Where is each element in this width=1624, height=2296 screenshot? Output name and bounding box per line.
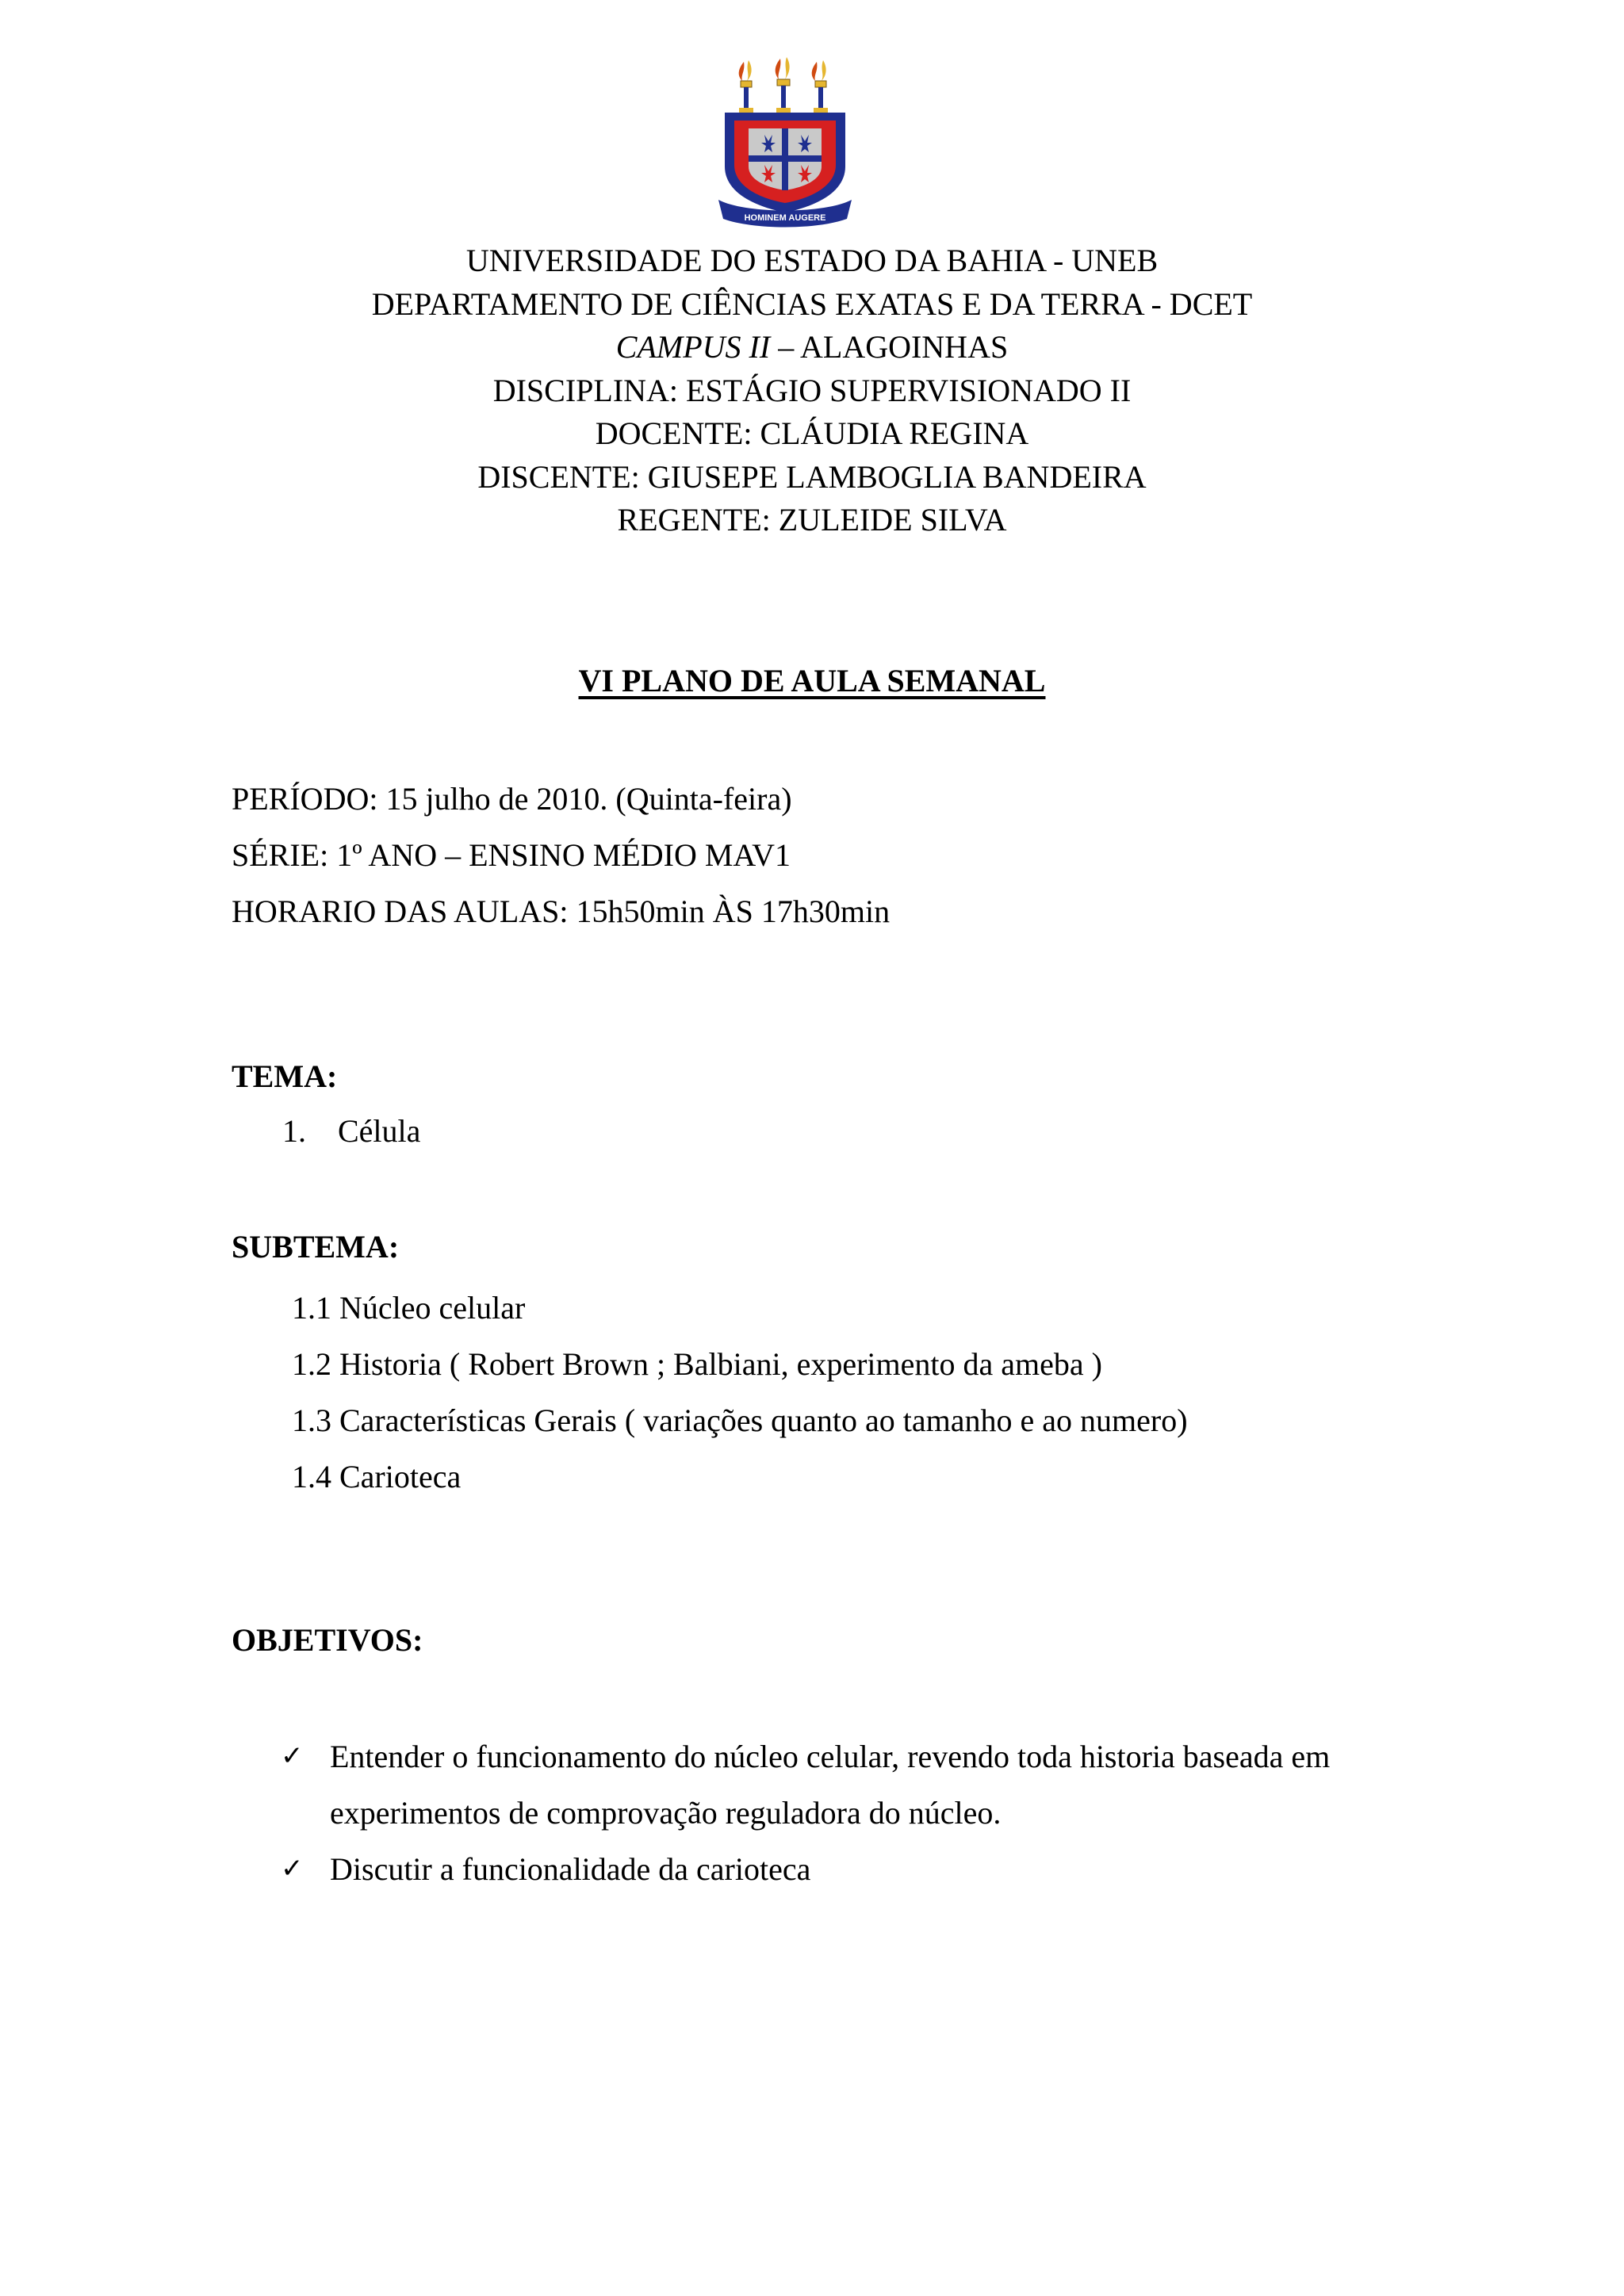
campus-label: CAMPUS II — [615, 329, 771, 365]
list-item: 1.3 Características Gerais ( variações quanto ao tamanho e ao numero) — [292, 1402, 1188, 1438]
student-line: DISCENTE: GIUSEPE LAMBOGLIA BANDEIRA — [477, 458, 1147, 495]
list-item — [281, 1841, 1407, 1897]
checkmark-icon: ✓ — [281, 1853, 304, 1885]
torch-icon-right — [812, 60, 828, 113]
list-item: 1.4 Carioteca — [292, 1459, 462, 1494]
subtema-heading: SUBTEMA: — [232, 1229, 400, 1265]
list-item — [281, 1728, 1407, 1841]
period-line: PERÍODO: 15 julho de 2010. (Quinta-feira) — [232, 781, 792, 817]
campus-line — [0, 326, 1624, 369]
class-info — [232, 771, 890, 939]
checkmark-icon: ✓ — [281, 1740, 304, 1772]
list-text: Célula — [338, 1113, 421, 1149]
university-name: UNIVERSIDADE DO ESTADO DA BAHIA - UNEB — [465, 243, 1159, 278]
plan-title: VI PLANO DE AULA SEMANAL — [578, 663, 1046, 698]
subtema-list — [292, 1280, 1188, 1505]
uneb-crest-logo — [714, 55, 856, 230]
torch-icon-center — [776, 57, 791, 113]
regent-line: REGENTE: ZULEIDE SILVA — [617, 502, 1007, 538]
torch-icon-left — [739, 60, 753, 113]
teacher-line: DOCENTE: CLÁUDIA REGINA — [595, 415, 1029, 451]
schedule-line: HORARIO DAS AULAS: 15h50min ÀS 17h30min — [232, 894, 891, 929]
grade-line: SÉRIE: 1º ANO – ENSINO MÉDIO MAV1 — [232, 837, 791, 873]
list-text: Entender o funcionamento do núcleo celular, revendo toda historia baseada em experimentos de comprovação reguladora do núcleo. — [330, 1739, 1331, 1831]
motto-text: HOMINEM AUGERE — [744, 213, 826, 223]
list-item — [282, 1110, 420, 1153]
tema-list — [282, 1110, 420, 1153]
list-number: 1. — [282, 1113, 306, 1149]
discipline-line: DISCIPLINA: ESTÁGIO SUPERVISIONADO II — [492, 372, 1132, 408]
list-text: Discutir a funcionalidade da carioteca — [330, 1851, 811, 1887]
campus-city: – ALAGOINHAS — [770, 329, 1009, 365]
tema-heading: TEMA: — [232, 1058, 338, 1094]
objetivos-heading: OBJETIVOS: — [232, 1622, 423, 1658]
list-item: 1.2 Historia ( Robert Brown ; Balbiani, experimento da ameba ) — [292, 1346, 1102, 1382]
list-item: 1.1 Núcleo celular — [292, 1290, 526, 1326]
department-name: DEPARTAMENTO DE CIÊNCIAS EXATAS E DA TERRA - DCET — [371, 285, 1253, 322]
objetivos-list — [281, 1728, 1407, 1897]
institution-header — [0, 239, 1624, 542]
